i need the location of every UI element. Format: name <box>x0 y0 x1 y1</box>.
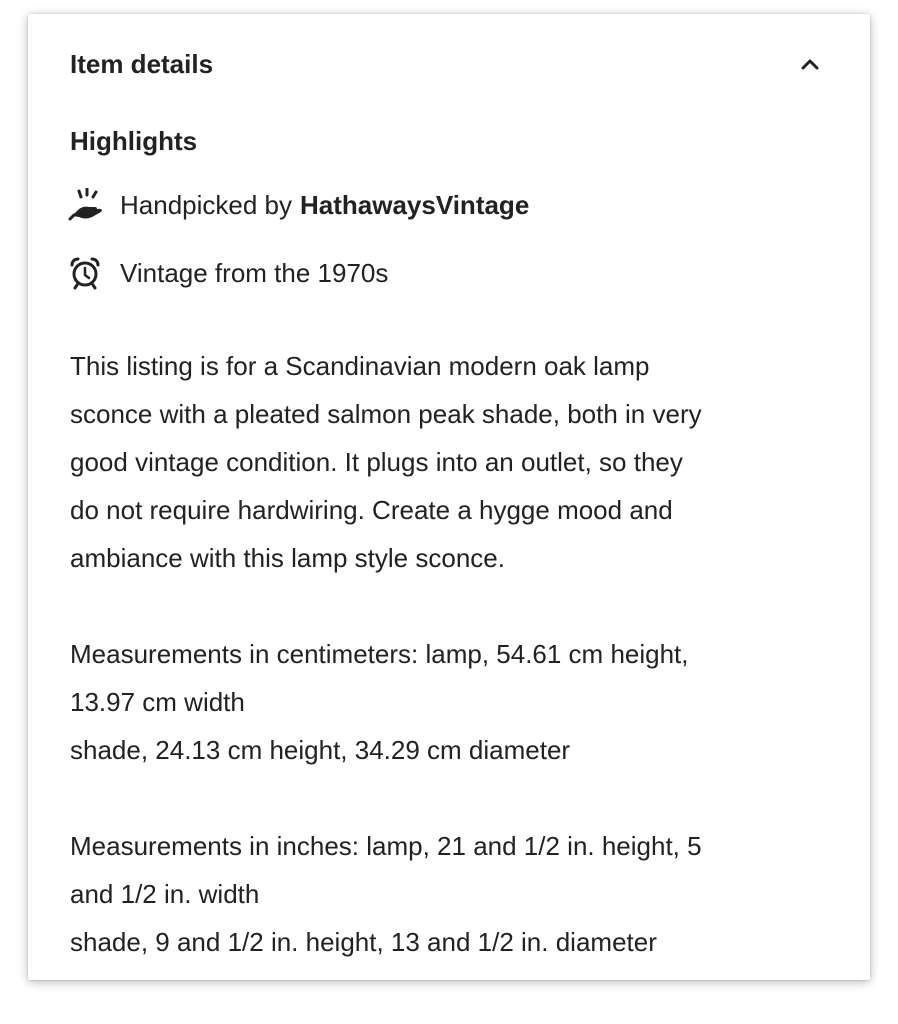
measurement-line: shade, 9 and 1/2 in. height, 13 and 1/2 in. diameter <box>70 927 657 957</box>
description-line: good vintage condition. It plugs into an outlet, so they <box>70 447 683 477</box>
measurement-line: shade, 24.13 cm height, 34.29 cm diameter <box>70 735 571 765</box>
item-details-card <box>28 14 870 980</box>
hand-sparkle-icon <box>68 188 106 222</box>
handpicked-highlight <box>68 188 529 222</box>
handpicked-prefix: Handpicked by <box>120 189 292 220</box>
item-details-title: Item details <box>70 48 214 79</box>
vintage-text: Vintage from the 1970s <box>120 257 389 288</box>
highlights-heading: Highlights <box>70 126 198 156</box>
alarm-clock-icon <box>68 256 106 290</box>
description-line: sconce with a pleated salmon peak shade, both in very <box>70 399 702 429</box>
item-details-header[interactable] <box>70 44 830 84</box>
vintage-highlight <box>68 256 388 290</box>
description-line: This listing is for a Scandinavian modern oak lamp <box>70 351 650 381</box>
chevron-up-icon <box>799 57 821 71</box>
description-line: ambiance with this lamp style sconce. <box>70 543 505 573</box>
measurement-line: Measurements in centimeters: lamp, 54.61 cm height, <box>70 639 689 669</box>
measurements-inches-paragraph <box>70 822 840 966</box>
measurements-cm-paragraph <box>70 630 840 774</box>
description-paragraph-1 <box>70 342 840 582</box>
measurement-line: and 1/2 in. width <box>70 879 260 909</box>
collapse-button[interactable] <box>790 44 830 84</box>
measurement-line: 13.97 cm width <box>70 687 245 717</box>
description-line: do not require hardwiring. Create a hygge mood and <box>70 495 673 525</box>
measurement-line: Measurements in inches: lamp, 21 and 1/2 in. height, 5 <box>70 831 702 861</box>
shop-name-link[interactable]: HathawaysVintage <box>300 189 530 220</box>
